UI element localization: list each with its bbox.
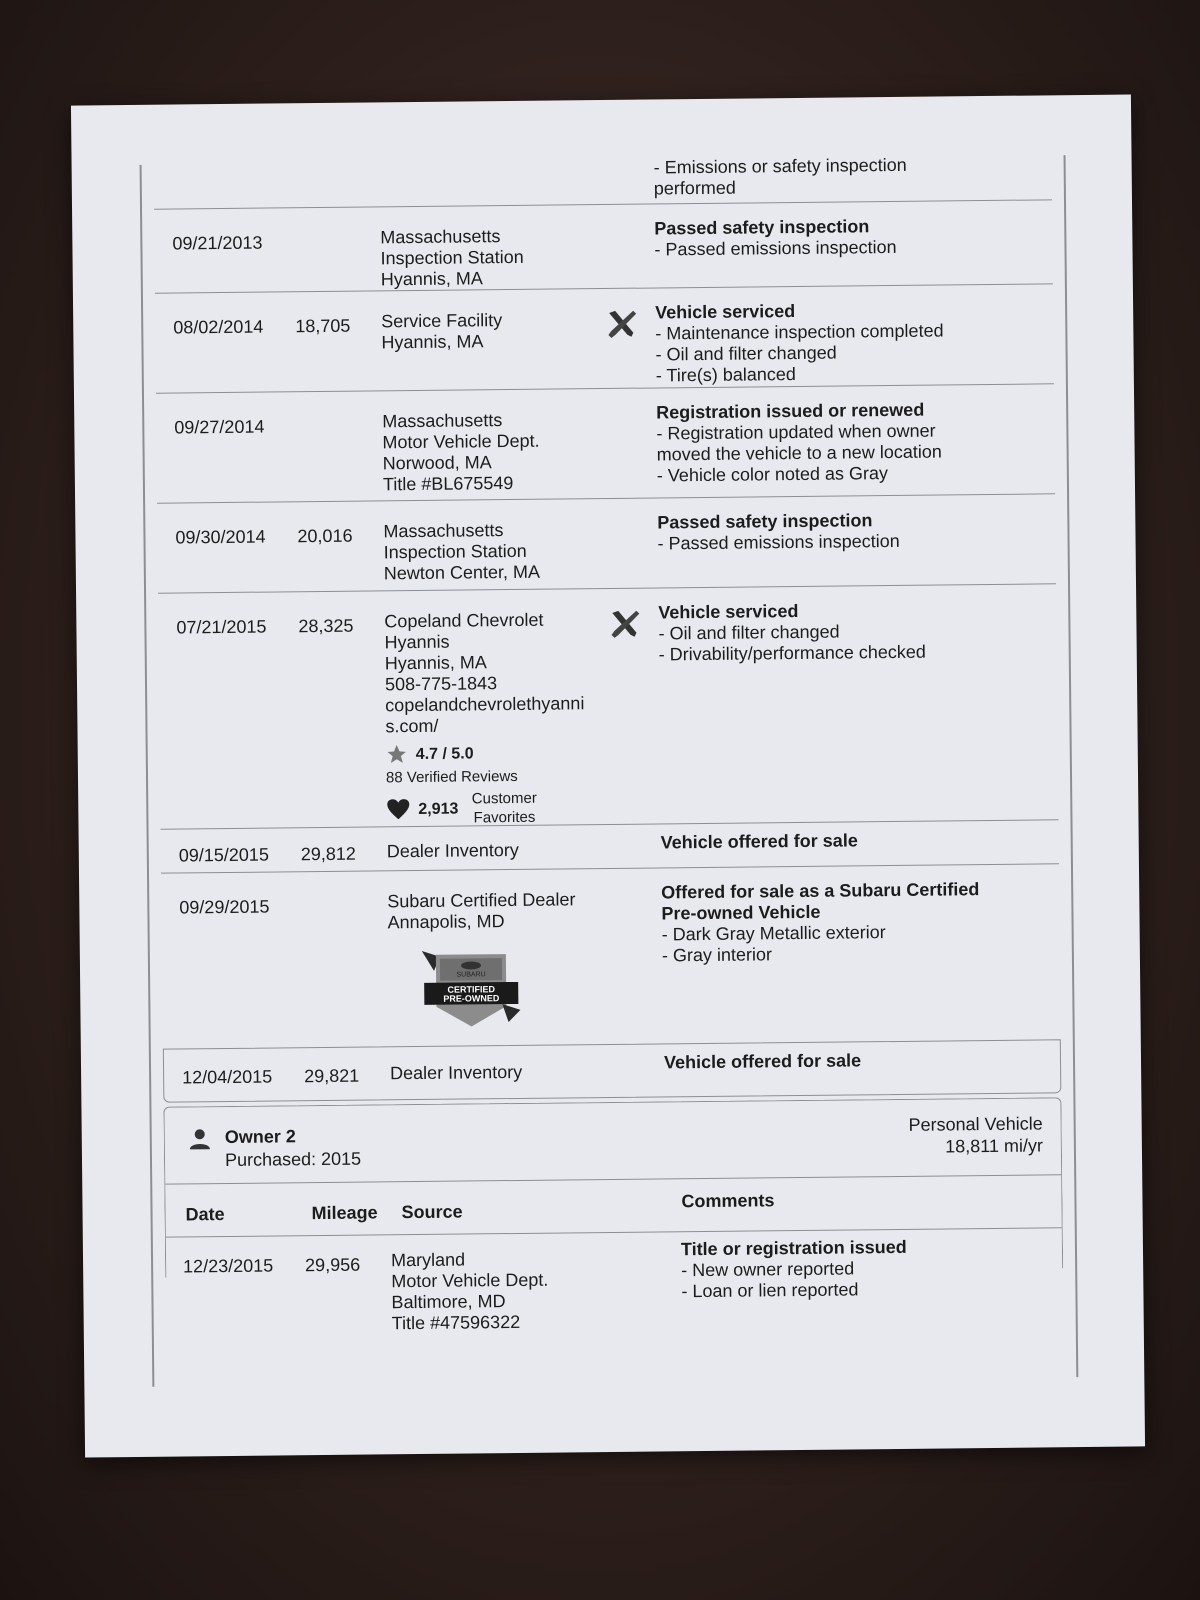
row-mileage: 29,821 [304, 1065, 360, 1087]
row-date: 12/23/2015 [183, 1255, 274, 1277]
comment-line: - Drivability/performance checked [659, 642, 926, 666]
source-line: Massachusetts [382, 410, 503, 432]
comment-line: - Oil and filter changed [658, 621, 925, 645]
header-mileage: Mileage [311, 1202, 378, 1224]
row-date: 09/30/2014 [175, 526, 266, 548]
certified-pre-owned-badge [416, 946, 527, 1033]
row-mileage: 29,956 [305, 1254, 361, 1276]
source-line: Title #BL675549 [382, 472, 514, 495]
header-date: Date [185, 1204, 225, 1225]
comment-line: - Registration updated when owner moved the vehicle to a new location [656, 420, 966, 465]
star-icon [386, 743, 408, 765]
owner-header [189, 1126, 362, 1172]
row-source [382, 410, 540, 496]
history-row [158, 583, 1058, 829]
row-date: 07/21/2015 [176, 616, 267, 638]
row-mileage: 18,705 [295, 315, 351, 337]
row-date: 09/27/2014 [174, 416, 265, 438]
comment-title: Vehicle offered for sale [663, 1050, 862, 1073]
row-comments [654, 216, 897, 261]
history-row [165, 1225, 1064, 1354]
source-line: Dealer Inventory [386, 839, 519, 862]
badge-brand: SUBARU [456, 971, 486, 979]
source-line: Hyannis, MA [384, 652, 487, 674]
row-mileage: 20,016 [297, 525, 353, 547]
row-comments [661, 879, 992, 966]
comment-title: Vehicle serviced [658, 600, 799, 623]
comment-line: - Gray interior [662, 942, 992, 966]
history-row [161, 863, 1061, 1049]
row-date: 12/04/2015 [182, 1066, 273, 1088]
source-line: Norwood, MA [382, 452, 492, 474]
header-comments: Comments [681, 1190, 775, 1212]
row-source [387, 889, 577, 1038]
row-source [381, 310, 502, 353]
source-line: Motor Vehicle Dept. [391, 1269, 549, 1292]
history-row [156, 383, 1055, 503]
favorites-label: Customer Favorites [471, 789, 537, 827]
dealer-website: s.com/ [385, 715, 439, 737]
row-comments [655, 299, 944, 386]
subaru-certified-badge [416, 945, 577, 1038]
row-comments [664, 1050, 861, 1073]
comment-line: - Oil and filter changed [655, 341, 943, 365]
owner-purchased: Purchased: 2015 [224, 1148, 362, 1171]
comment-line: - Passed emissions inspection [654, 237, 896, 261]
history-row [154, 199, 1053, 293]
source-line: Hyannis [384, 631, 450, 653]
wrench-screwdriver-icon [608, 607, 642, 641]
history-row [155, 283, 1054, 393]
row-source [384, 609, 585, 828]
row-comments [658, 600, 926, 666]
comment-line: - Passed emissions inspection [657, 531, 899, 555]
comment-title: Title or registration issued [680, 1236, 907, 1260]
row-source [390, 1062, 522, 1084]
history-table-frame [140, 155, 1079, 1387]
source-line: Dealer Inventory [389, 1061, 523, 1084]
comment-line: - Tire(s) balanced [656, 362, 944, 386]
vehicle-type: Personal Vehicle [908, 1113, 1043, 1135]
comment-title: Passed safety inspection [654, 216, 870, 239]
row-date: 08/02/2014 [173, 316, 264, 338]
source-line: Inspection Station [380, 246, 524, 269]
comment-line: - Maintenance inspection completed [655, 320, 943, 344]
row-date: 09/29/2015 [179, 896, 270, 918]
history-row [163, 1039, 1062, 1102]
wrench-screwdriver-icon [605, 307, 639, 341]
row-mileage: 28,325 [298, 615, 354, 637]
source-line: Service Facility [381, 310, 503, 332]
dealer-rating [386, 741, 585, 765]
reviews-count: 88 Verified Reviews [385, 767, 518, 787]
comment-title: Vehicle serviced [655, 301, 796, 323]
vehicle-history-page [71, 94, 1145, 1457]
row-comments [661, 830, 858, 853]
row-comments [657, 510, 900, 555]
header-source: Source [401, 1201, 463, 1223]
rating-value: 4.7 / 5.0 [415, 744, 474, 763]
source-line: Annapolis, MD [387, 911, 505, 933]
row-date: 09/15/2015 [178, 844, 270, 866]
history-row-partial [153, 95, 1052, 208]
source-line: Title #47596322 [391, 1311, 521, 1334]
history-row [157, 493, 1056, 593]
comment-line: - New owner reported [681, 1258, 907, 1281]
source-line: Maryland [390, 1249, 466, 1271]
source-line: Newton Center, MA [383, 561, 541, 584]
row-source [383, 520, 540, 585]
row-comments [654, 155, 934, 200]
comment-title: Passed safety inspection [657, 510, 873, 533]
row-mileage: 29,812 [300, 843, 356, 865]
comment-line: - Vehicle color noted as Gray [657, 462, 967, 486]
source-line: Inspection Station [383, 540, 527, 563]
source-line: Baltimore, MD [391, 1291, 506, 1313]
comment-title: Vehicle offered for sale [660, 830, 858, 853]
comment-line: - Dark Gray Metallic exterior [662, 921, 992, 945]
badge-line2: PRE-OWNED [443, 993, 500, 1004]
source-line: Hyannis, MA [380, 268, 483, 290]
row-source [380, 226, 524, 290]
source-line: Hyannis, MA [381, 331, 484, 353]
row-comments [656, 399, 967, 486]
source-line: Massachusetts [383, 520, 504, 542]
owner-name: Owner 2 [224, 1126, 296, 1148]
customer-favorites [386, 788, 586, 828]
source-line: Massachusetts [380, 226, 501, 248]
comment-title: Offered for sale as a Subaru Certified Pre-owned Vehicle [661, 879, 980, 924]
dealer-phone: 508-775-1843 [384, 673, 498, 695]
miles-per-year: 18,811 mi/yr [945, 1135, 1043, 1157]
comment-title: Registration issued or renewed [656, 399, 925, 423]
source-line: Motor Vehicle Dept. [382, 430, 540, 453]
comment-line: - Emissions or safety inspection performed [654, 155, 934, 200]
row-source [391, 1249, 549, 1335]
favorites-count: 2,913 [418, 800, 459, 818]
row-date: 09/21/2013 [172, 232, 263, 254]
badge-line1: CERTIFIED [447, 984, 496, 995]
dealer-website: copelandchevrolethyanni [385, 693, 585, 716]
owner-usage [908, 1112, 1043, 1157]
source-line: Subaru Certified Dealer [387, 889, 576, 912]
row-comments [681, 1237, 907, 1302]
row-source [387, 840, 519, 862]
comment-line: - Loan or lien reported [681, 1279, 907, 1302]
dealer-name: Copeland Chevrolet [384, 609, 544, 632]
person-icon [189, 1127, 211, 1151]
heart-icon [386, 798, 410, 820]
